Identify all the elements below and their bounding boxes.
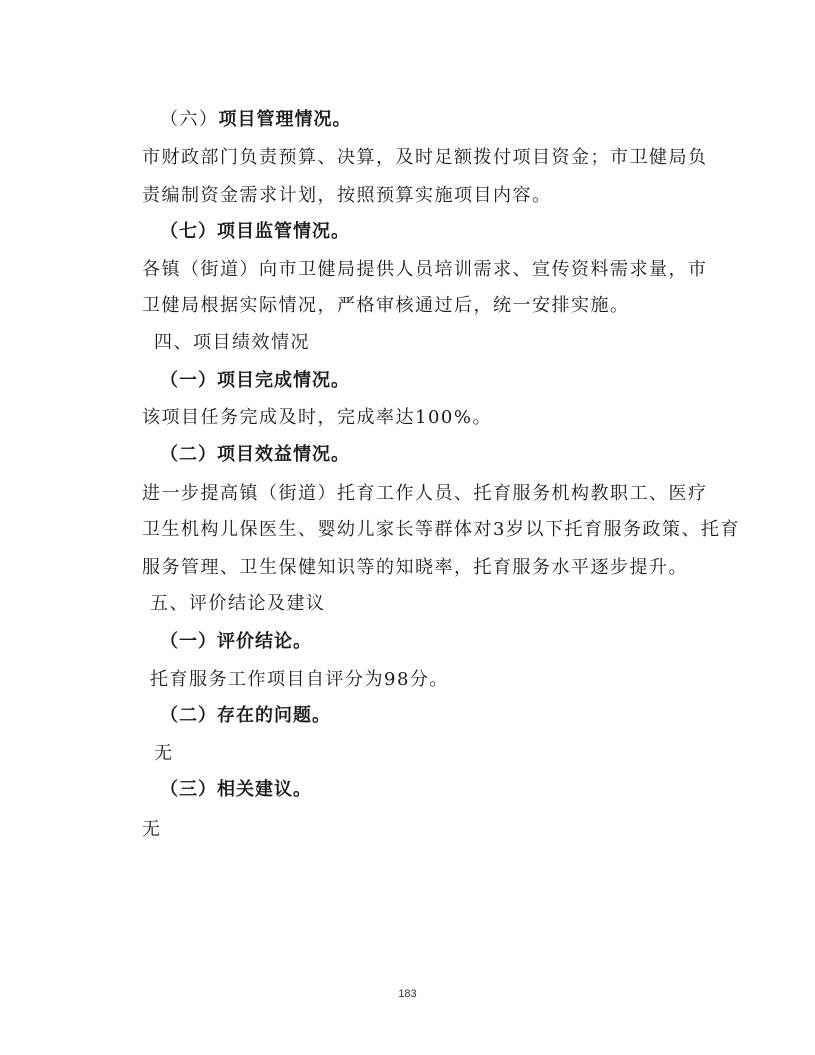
part-4-2-body-line-1: 进一步提高镇（街道）托育工作人员、托育服务机构教职工、医疗 — [142, 483, 708, 504]
part-4-2-heading: （二）项目效益情况。 — [160, 444, 350, 465]
part-5-heading: 五、评价结论及建议 — [150, 593, 326, 614]
part-5-1-body: 托育服务工作项目自评分为98分。 — [150, 669, 449, 690]
part-4-1-heading: （一）项目完成情况。 — [160, 370, 350, 391]
section-6-prefix: （六） — [160, 109, 219, 130]
part-5-1-heading: （一）评价结论。 — [160, 631, 312, 652]
part-5-3-body: 无 — [142, 819, 162, 840]
section-7-body-line-1: 各镇（街道）向市卫健局提供人员培训需求、宣传资料需求量，市 — [142, 259, 708, 280]
part-4-heading: 四、项目绩效情况 — [154, 332, 310, 353]
section-6-heading — [160, 108, 352, 132]
part-4-1-body: 该项目任务完成及时，完成率达100%。 — [142, 407, 492, 428]
section-6-title: 项目管理情况。 — [218, 109, 352, 130]
section-7-heading: （七）项目监管情况。 — [160, 221, 350, 242]
part-5-2-heading: （二）存在的问题。 — [160, 705, 331, 726]
section-7-body-line-2: 卫健局根据实际情况，严格审核通过后，统一安排实施。 — [142, 295, 630, 316]
section-6-body-line-2: 责编制资金需求计划，按照预算实施项目内容。 — [142, 185, 552, 206]
section-6-body-line-1: 市财政部门负责预算、决算，及时足额拨付项目资金；市卫健局负 — [142, 147, 708, 168]
part-4-2-body-line-3: 服务管理、卫生保健知识等的知晓率，托育服务水平逐步提升。 — [142, 557, 688, 578]
page-number: 183 — [398, 988, 417, 1000]
part-5-2-body: 无 — [154, 743, 174, 764]
part-5-3-heading: （三）相关建议。 — [160, 779, 312, 800]
part-4-2-body-line-2: 卫生机构儿保医生、婴幼儿家长等群体对3岁以下托育服务政策、托育 — [142, 519, 740, 540]
